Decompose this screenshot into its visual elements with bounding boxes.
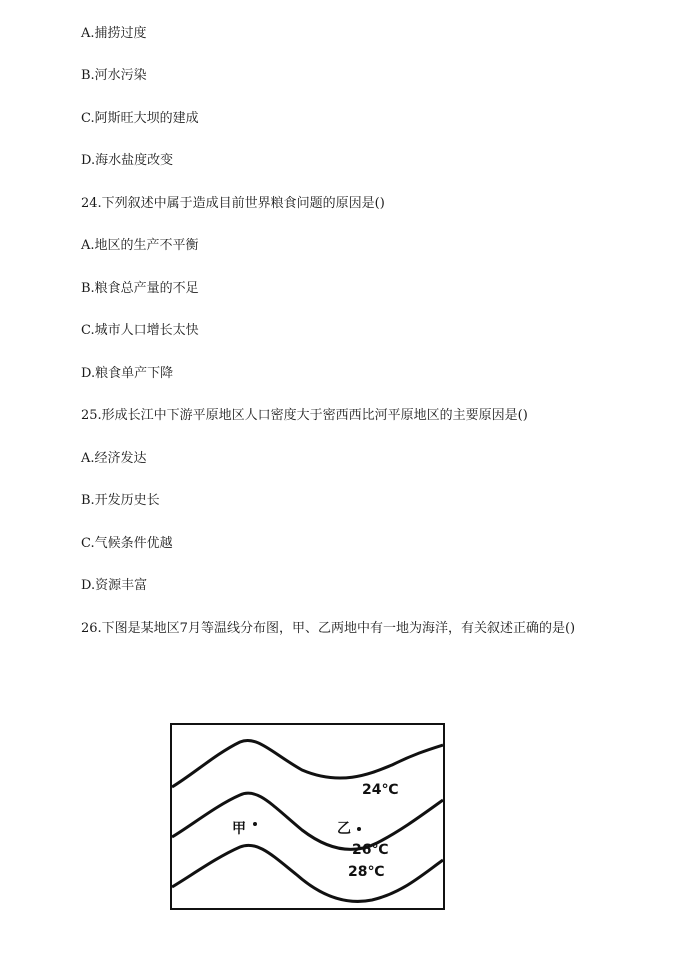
- isotherm-lines: [172, 725, 443, 908]
- option-d-q23: D.海水盐度改变: [81, 153, 174, 168]
- isotherm-28-line: [172, 845, 443, 901]
- option-a-q23: A.捕捞过度: [81, 26, 147, 41]
- place-jia-label: 甲: [232, 821, 246, 837]
- isotherm-24-line: [172, 740, 443, 787]
- isotherm-28-label: 28℃: [348, 864, 385, 880]
- option-d-q25: D.资源丰富: [81, 578, 148, 593]
- option-b-q23: B.河水污染: [81, 68, 147, 83]
- isotherm-map: [170, 723, 445, 910]
- option-c-q25: C.气候条件优越: [81, 536, 173, 551]
- option-c-q23: C.阿斯旺大坝的建成: [81, 111, 199, 126]
- isotherm-24-label: 24℃: [362, 782, 399, 798]
- option-b-q24: B.粮食总产量的不足: [81, 281, 199, 296]
- option-c-q24: C.城市人口增长太快: [81, 323, 199, 338]
- place-jia-dot: [253, 822, 257, 826]
- isotherm-26-line: [172, 793, 443, 849]
- question-26: 26.下图是某地区7月等温线分布图，甲、乙两地中有一地为海洋，有关叙述正确的是(): [81, 621, 576, 636]
- question-24: 24.下列叙述中属于造成目前世界粮食问题的原因是(): [81, 196, 385, 211]
- option-a-q24: A.地区的生产不平衡: [81, 238, 199, 253]
- isotherm-26-label: 26℃: [352, 842, 389, 858]
- question-25: 25.形成长江中下游平原地区人口密度大于密西西比河平原地区的主要原因是(): [81, 408, 528, 423]
- option-b-q25: B.开发历史长: [81, 493, 160, 508]
- place-yi-label: 乙: [337, 821, 351, 837]
- option-a-q25: A.经济发达: [81, 451, 147, 466]
- place-yi-dot: [357, 827, 361, 831]
- option-d-q24: D.粮食单产下降: [81, 366, 174, 381]
